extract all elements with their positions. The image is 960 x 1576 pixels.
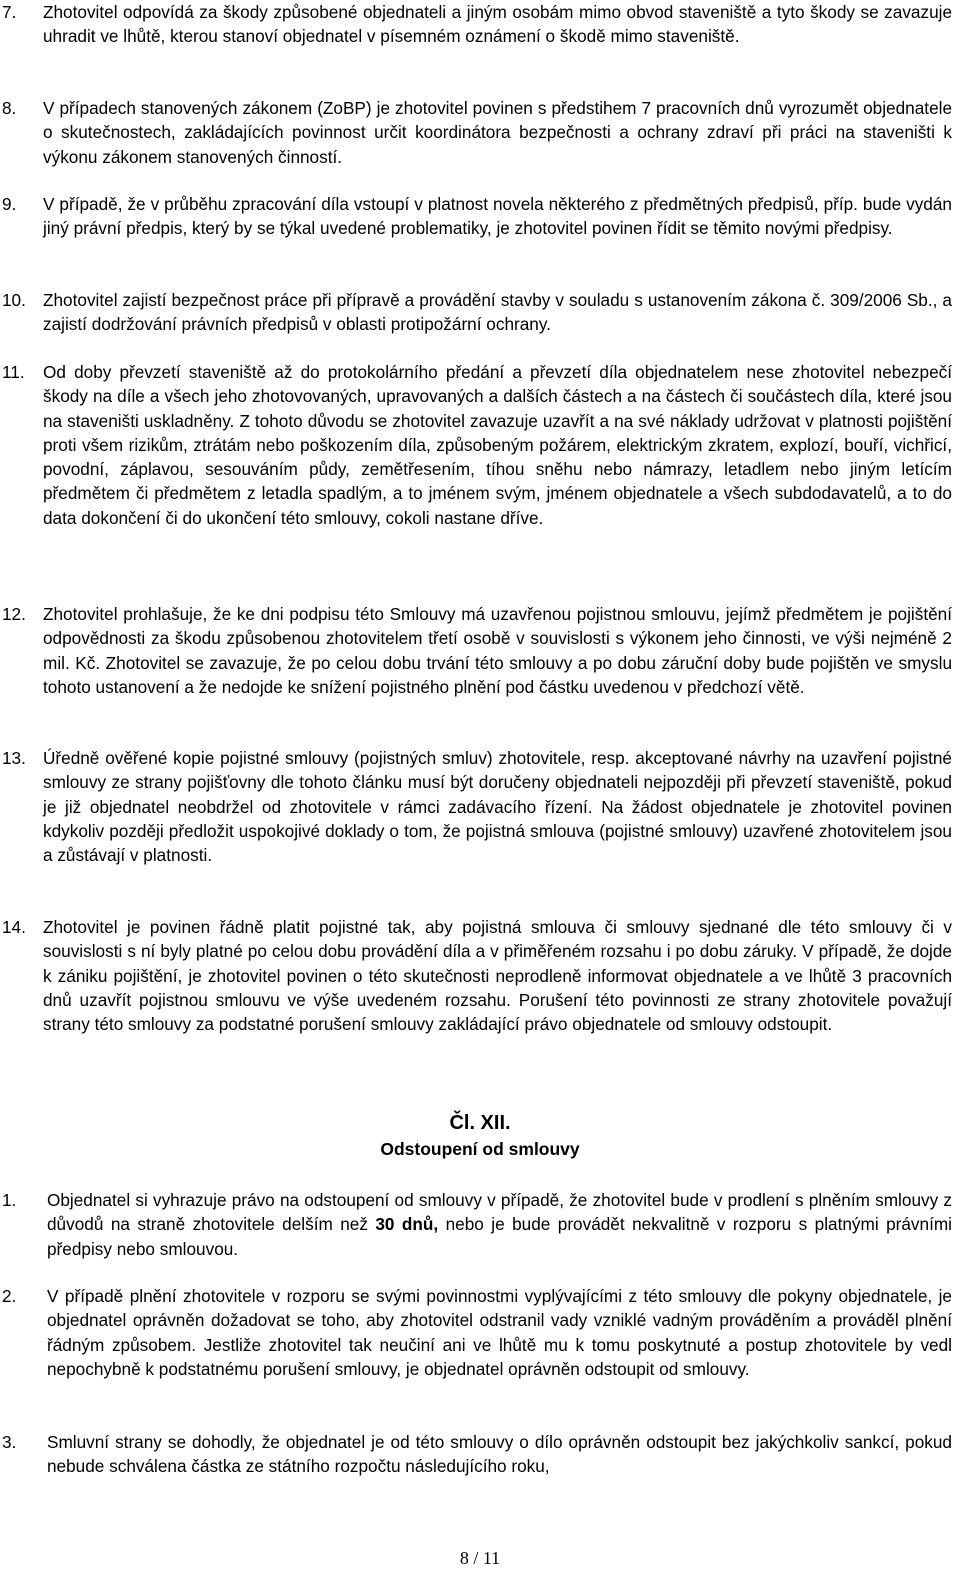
item-number: 2.: [2, 1286, 17, 1306]
item-text: Zhotovitel prohlašuje, že ke dni podpisu této Smlouvy má uzavřenou pojistnou smlouvu, jejímž předmětem je pojištění odpovědnosti za škodu způsobenou zhotovitelem třetí osobě v souvislosti s výkonem jeho činnosti, ve výši nejméně 2 mil. Kč. Zhotovitel se zavazuje, že po celou dobu trvání této smlouvy a po dobu záruční doby bude pojištěn ve smyslu tohoto ustanovení a že nedojde ke snížení pojistného plnění pod částku uvedenou v předchozí větě.: [43, 604, 952, 697]
item-text: V případě, že v průběhu zpracování díla vstoupí v platnost novela některého z předmětných předpisů, příp. bude vydán jiný právní předpis, který by se týkal uvedené problematiky, je zhotovitel povinen řídit se těmito novými předpisy.: [43, 194, 952, 239]
item-text: V případech stanovených zákonem (ZoBP) je zhotovitel povinen s předstihem 7 pracovních dnů vyrozumět objednatele o skutečnostech, zakládajících povinnost určit koordinátora bezpečnosti a ochrany zdraví při práci na staveništi k výkonu zákonem stanovených činností.: [43, 98, 952, 167]
item-text: Od doby převzetí staveniště až do protokolárního předání a převzetí díla objednatelem nese zhotovitel nebezpečí škody na díle a všech jeho zhotovovaných, upravovaných a dalších částech a na částech či součástech díla, které jsou na staveništi uskladněny. Z tohoto důvodu se zhotovitel zavazuje uzavřít a na své náklady udržovat v platnosti pojištění proti všem rizikům, ztrátám nebo poškozením díla, způsobeným požárem, elektrickým zkratem, explozí, bouří, vichřicí, povodní, záplavou, sesouváním půdy, zemětřesením, tíhou sněhu nebo námrazy, letadlem nebo jiným letícím předmětem či předmětem z letadla spadlým, a to jménem svým, jménem objednatele a všech subdodavatelů, a to do data dokončení či do ukončení této smlouvy, cokoli nastane dříve.: [43, 362, 952, 528]
item-text: V případě plnění zhotovitele v rozporu se svými povinnostmi vyplývajícími z této smlouvy dle pokyny objednatele, je objednatel oprávněn dožadovat se toho, aby zhotovitel odstranil vady vzniklé vadným prováděním a prováděl plnění řádným způsobem. Jestliže zhotovitel tak neučiní ani ve lhůtě mu k tomu poskytnuté a postup zhotovitele by vedl nepochybně k podstatnému porušení smlouvy, je objednatel oprávněn odstoupit od smlouvy.: [47, 1286, 952, 1379]
item-number: 9.: [2, 194, 17, 214]
item-number: 14.: [2, 917, 26, 937]
item-number: 3.: [2, 1432, 17, 1452]
item-text-bold: 30 dnů,: [375, 1214, 439, 1235]
item-text: Zhotovitel odpovídá za škody způsobené objednateli a jiným osobám mimo obvod staveniště a tyto škody se zavazuje uhradit ve lhůtě, kterou stanoví objednatel v písemném oznámení o škodě mimo staveniště.: [43, 2, 952, 47]
item-text: Smluvní strany se dohodly, že objednatel je od této smlouvy o dílo oprávněn odstoupit bez jakýchkoliv sankcí, pokud nebude schválena částka ze státního rozpočtu následujícího roku,: [47, 1432, 952, 1477]
item-number: 12.: [2, 604, 26, 624]
item-number: 1.: [2, 1190, 17, 1210]
item-number: 13.: [2, 748, 26, 768]
item-text: [47, 1188, 952, 1261]
page-number: 8 / 11: [459, 1548, 501, 1568]
item-number: 11.: [2, 362, 25, 382]
article-number: Čl. XII.: [449, 1112, 511, 1134]
item-text: Zhotovitel je povinen řádně platit pojistné tak, aby pojistná smlouva či smlouvy sjednané dle této smlouvy či v souvislosti s ní byly platné po celou dobu provádění díla a v přiměřeném rozsahu i po dobu záruky. V případě, že dojde k zániku pojištění, je zhotovitel povinen o této skutečnosti neprodleně informovat objednatele a ve lhůtě 3 pracovních dnů uzavřít pojistnou smlouvu ve výše uvedeném rozsahu. Porušení této povinnosti ze strany zhotovitele považují strany této smlouvy za podstatné porušení smlouvy zakládající právo objednatele od smlouvy odstoupit.: [43, 917, 952, 1035]
item-text-part: Objednatel si vyhrazuje právo na odstoupení od smlouvy v případě, že zhotovitel bude v prodlení s plněním smlouvy z důvodů na straně zhotovitele delším než: [47, 1190, 952, 1235]
item-number: 7.: [2, 2, 17, 22]
item-number: 10.: [2, 290, 26, 310]
item-text: Úředně ověřené kopie pojistné smlouvy (pojistných smluv) zhotovitele, resp. akceptované návrhy na uzavření pojistné smlouvy ze strany pojišťovny dle tohoto článku musí být doručeny objednateli nejpozději při převzetí staveniště, pokud je již objednatel neobdržel od zhotovitele v rámci zadávacího řízení. Na žádost objednatele je zhotovitel povinen kdykoliv později předložit uspokojivé doklady o tom, že pojistná smlouva (pojistné smlouvy) uzavřené zhotovitelem jsou a zůstávají v platnosti.: [43, 748, 952, 866]
item-number: 8.: [2, 98, 17, 118]
item-text-part: nebo je bude provádět nekvalitně v rozporu s platnými právními předpisy nebo smlouvou.: [47, 1214, 952, 1259]
item-text: Zhotovitel zajistí bezpečnost práce při přípravě a provádění stavby v souladu s ustanovením zákona č. 309/2006 Sb., a zajistí dodržování právních předpisů v oblasti protipožární ochrany.: [43, 290, 952, 335]
article-title: Odstoupení od smlouvy: [380, 1139, 580, 1159]
